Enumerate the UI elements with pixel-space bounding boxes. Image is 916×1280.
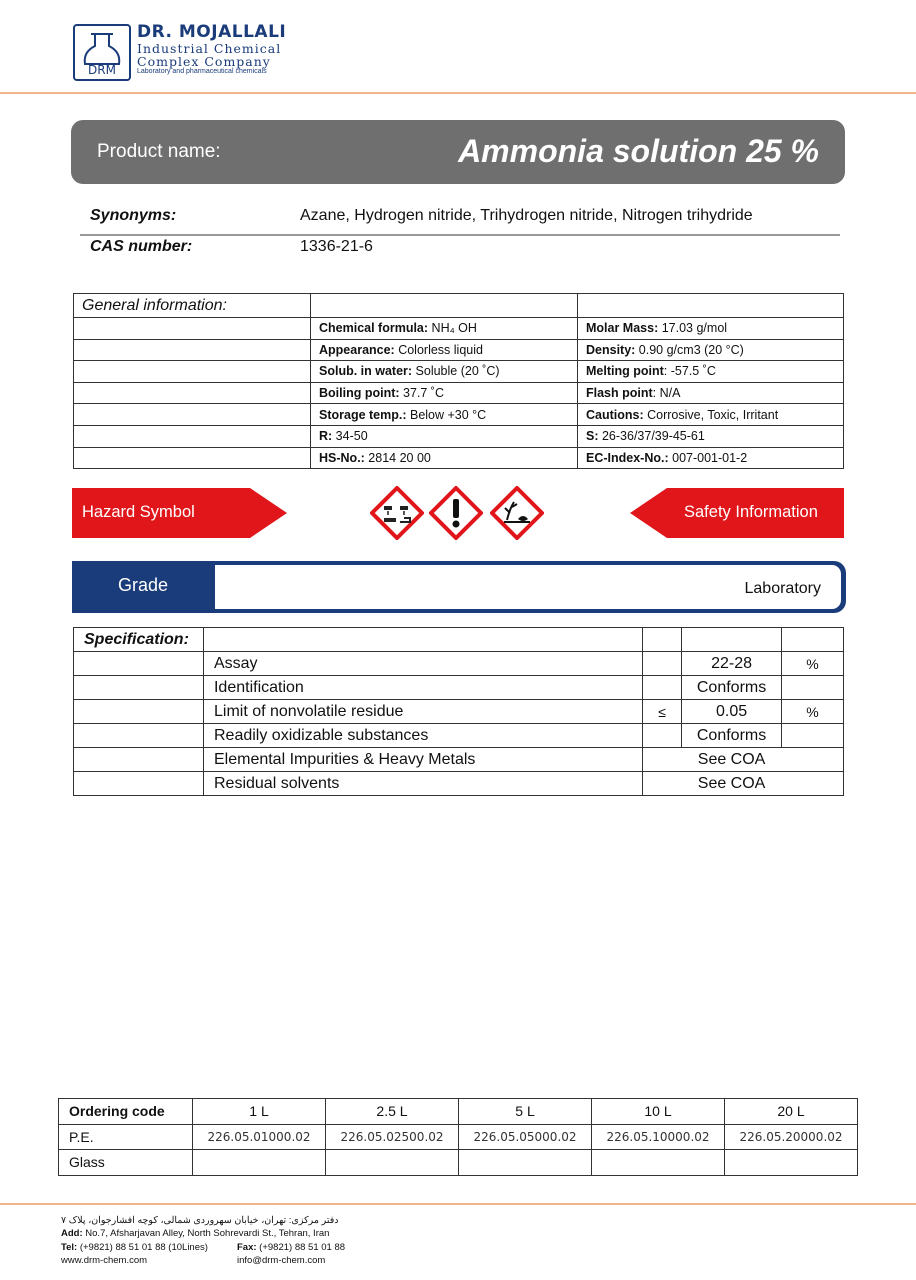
product-label: Product name: bbox=[97, 141, 221, 162]
product-banner bbox=[71, 120, 845, 184]
general-info-heading: General information: bbox=[74, 294, 311, 318]
r-phrases-key: R: bbox=[319, 429, 333, 444]
email-link[interactable]: info@drm-chem.com bbox=[237, 1254, 326, 1266]
product-name: Ammonia solution 25 % bbox=[458, 133, 819, 169]
spec-operator bbox=[643, 748, 682, 772]
spec-operator bbox=[643, 652, 682, 676]
spec-unit: % bbox=[782, 652, 844, 676]
flash-point-value: : N/A bbox=[652, 386, 681, 401]
order-code: 226.05.05000.02 bbox=[459, 1124, 592, 1150]
order-code bbox=[326, 1150, 459, 1176]
spec-name: Readily oxidizable substances bbox=[203, 724, 642, 748]
tel-label: Tel: bbox=[61, 1241, 78, 1253]
packaging-label: P.E. bbox=[59, 1124, 193, 1150]
appearance-key: Appearance: bbox=[319, 342, 395, 357]
order-code bbox=[592, 1150, 725, 1176]
footer-farsi-address: دفتر مرکزی: تهران، خیابان سهروردی شمالی، کوچه افشارجوان، پلاک ۷ bbox=[61, 1215, 339, 1226]
ordering-heading: Ordering code bbox=[59, 1099, 193, 1125]
spec-value: Conforms bbox=[682, 724, 782, 748]
footer-address: Add: No.7, Afsharjavan Alley, North Sohrevardi St., Tehran, Iran bbox=[61, 1228, 330, 1240]
storage-value: Below +30 °C bbox=[406, 407, 487, 422]
spec-unit bbox=[782, 772, 844, 796]
table-row bbox=[59, 1124, 858, 1150]
spec-unit bbox=[782, 676, 844, 700]
table-row bbox=[74, 652, 844, 676]
table-row bbox=[59, 1099, 858, 1125]
spec-name: Elemental Impurities & Heavy Metals bbox=[203, 748, 642, 772]
synonyms-value: Azane, Hydrogen nitride, Trihydrogen nitride, Nitrogen trihydride bbox=[300, 207, 753, 224]
tel-value: (+9821) 88 51 01 88 (10Lines) bbox=[77, 1241, 208, 1253]
melting-point-value: : -57.5 ˚C bbox=[663, 364, 716, 379]
molar-mass-key: Molar Mass: bbox=[586, 321, 659, 336]
spec-name: Identification bbox=[203, 676, 642, 700]
general-info-table bbox=[73, 293, 844, 469]
footer-contact bbox=[61, 1214, 381, 1267]
cautions-key: Cautions: bbox=[586, 407, 644, 422]
ordering-table bbox=[58, 1098, 858, 1176]
ec-index-value: 007-001-01-2 bbox=[668, 450, 748, 465]
table-row bbox=[74, 339, 844, 361]
header-divider bbox=[0, 92, 916, 94]
spec-operator bbox=[643, 676, 682, 700]
table-row bbox=[74, 361, 844, 383]
website-link[interactable]: www.drm-chem.com bbox=[61, 1254, 148, 1266]
cas-row bbox=[80, 232, 840, 262]
company-tagline: Laboratory and pharmaceutical chemicals bbox=[137, 68, 267, 75]
table-row bbox=[74, 382, 844, 404]
spec-operator bbox=[643, 772, 682, 796]
order-code: 226.05.10000.02 bbox=[592, 1124, 725, 1150]
hs-no-value: 2814 20 00 bbox=[364, 450, 431, 465]
cas-label: CAS number: bbox=[90, 238, 193, 255]
spec-value: See COA bbox=[682, 748, 782, 772]
company-logo bbox=[73, 24, 131, 81]
table-row bbox=[59, 1150, 858, 1176]
table-row bbox=[74, 404, 844, 426]
r-phrases-value: 34-50 bbox=[332, 429, 368, 444]
formula-value: NH₄ OH bbox=[428, 321, 477, 336]
molar-mass-value: 17.03 g/mol bbox=[658, 321, 728, 336]
table-row bbox=[74, 447, 844, 469]
spec-value: 22-28 bbox=[682, 652, 782, 676]
order-code: 226.05.01000.02 bbox=[193, 1124, 326, 1150]
spec-unit bbox=[782, 724, 844, 748]
order-code bbox=[193, 1150, 326, 1176]
table-row bbox=[74, 724, 844, 748]
storage-key: Storage temp.: bbox=[319, 407, 407, 422]
size-header: 10 L bbox=[592, 1099, 725, 1125]
ec-index-key: EC-Index-No.: bbox=[586, 450, 669, 465]
spec-name: Residual solvents bbox=[203, 772, 642, 796]
spec-operator bbox=[643, 724, 682, 748]
size-header: 1 L bbox=[193, 1099, 326, 1125]
grade-label: Grade bbox=[118, 575, 169, 595]
table-row bbox=[74, 772, 844, 796]
footer-web-row bbox=[61, 1254, 381, 1267]
table-row bbox=[74, 700, 844, 724]
grade-value: Laboratory bbox=[744, 580, 821, 597]
solubility-key: Solub. in water: bbox=[319, 364, 413, 379]
synonyms-label: Synonyms: bbox=[90, 207, 177, 224]
density-key: Density: bbox=[586, 342, 636, 357]
hs-no-key: HS-No.: bbox=[319, 450, 365, 465]
hazard-symbol-label: Hazard Symbol bbox=[82, 503, 195, 521]
packaging-label: Glass bbox=[59, 1150, 193, 1176]
svg-text:DRM: DRM bbox=[88, 63, 116, 77]
boiling-point-key: Boiling point: bbox=[319, 386, 400, 401]
exclamation-mark-icon bbox=[429, 486, 483, 540]
order-code bbox=[725, 1150, 858, 1176]
safety-information-label: Safety Information bbox=[684, 503, 818, 521]
s-phrases-key: S: bbox=[586, 429, 599, 444]
melting-point-key: Melting point bbox=[586, 364, 664, 379]
size-header: 2.5 L bbox=[326, 1099, 459, 1125]
table-row bbox=[74, 425, 844, 447]
specification-heading: Specification: bbox=[74, 628, 204, 652]
specification-table bbox=[73, 627, 844, 796]
hazard-symbol-banner bbox=[72, 488, 287, 538]
company-name-block bbox=[137, 22, 307, 75]
spec-value: Conforms bbox=[682, 676, 782, 700]
environment-icon bbox=[490, 486, 544, 540]
table-row bbox=[74, 748, 844, 772]
flash-point-key: Flash point bbox=[586, 386, 653, 401]
footer-phone-row bbox=[61, 1241, 381, 1254]
company-line-1: Industrial Chemical bbox=[137, 41, 282, 56]
density-value: 0.90 g/cm3 (20 °C) bbox=[635, 342, 744, 357]
company-name: DR. MOJALLALI bbox=[137, 22, 287, 42]
synonyms-row bbox=[80, 201, 840, 231]
cas-value: 1336-21-6 bbox=[300, 238, 373, 255]
size-header: 5 L bbox=[459, 1099, 592, 1125]
cautions-value: Corrosive, Toxic, Irritant bbox=[643, 407, 779, 422]
spec-value: 0.05 bbox=[682, 700, 782, 724]
boiling-point-value: 37.7 ˚C bbox=[399, 386, 444, 401]
size-header: 20 L bbox=[725, 1099, 858, 1125]
solubility-value: Soluble (20 ˚C) bbox=[412, 364, 500, 379]
footer-divider bbox=[0, 1203, 916, 1205]
grade-value-box bbox=[215, 565, 841, 609]
table-row bbox=[74, 318, 844, 340]
appearance-value: Colorless liquid bbox=[394, 342, 483, 357]
spec-name: Limit of nonvolatile residue bbox=[203, 700, 642, 724]
grade-banner bbox=[72, 561, 846, 613]
fax-label: Fax: bbox=[237, 1241, 257, 1253]
order-code bbox=[459, 1150, 592, 1176]
table-row bbox=[74, 676, 844, 700]
fax-value: (+9821) 88 51 01 88 bbox=[256, 1241, 346, 1253]
s-phrases-value: 26-36/37/39-45-61 bbox=[598, 429, 705, 444]
company-line-2: Complex Company bbox=[137, 54, 271, 69]
order-code: 226.05.20000.02 bbox=[725, 1124, 858, 1150]
spec-name: Assay bbox=[203, 652, 642, 676]
safety-information-banner bbox=[630, 488, 844, 538]
spec-unit: % bbox=[782, 700, 844, 724]
spec-unit bbox=[782, 748, 844, 772]
corrosion-icon bbox=[370, 486, 424, 540]
order-code: 226.05.02500.02 bbox=[326, 1124, 459, 1150]
spec-operator: ≤ bbox=[643, 700, 682, 724]
formula-key: Chemical formula: bbox=[319, 321, 429, 336]
spec-value: See COA bbox=[682, 772, 782, 796]
